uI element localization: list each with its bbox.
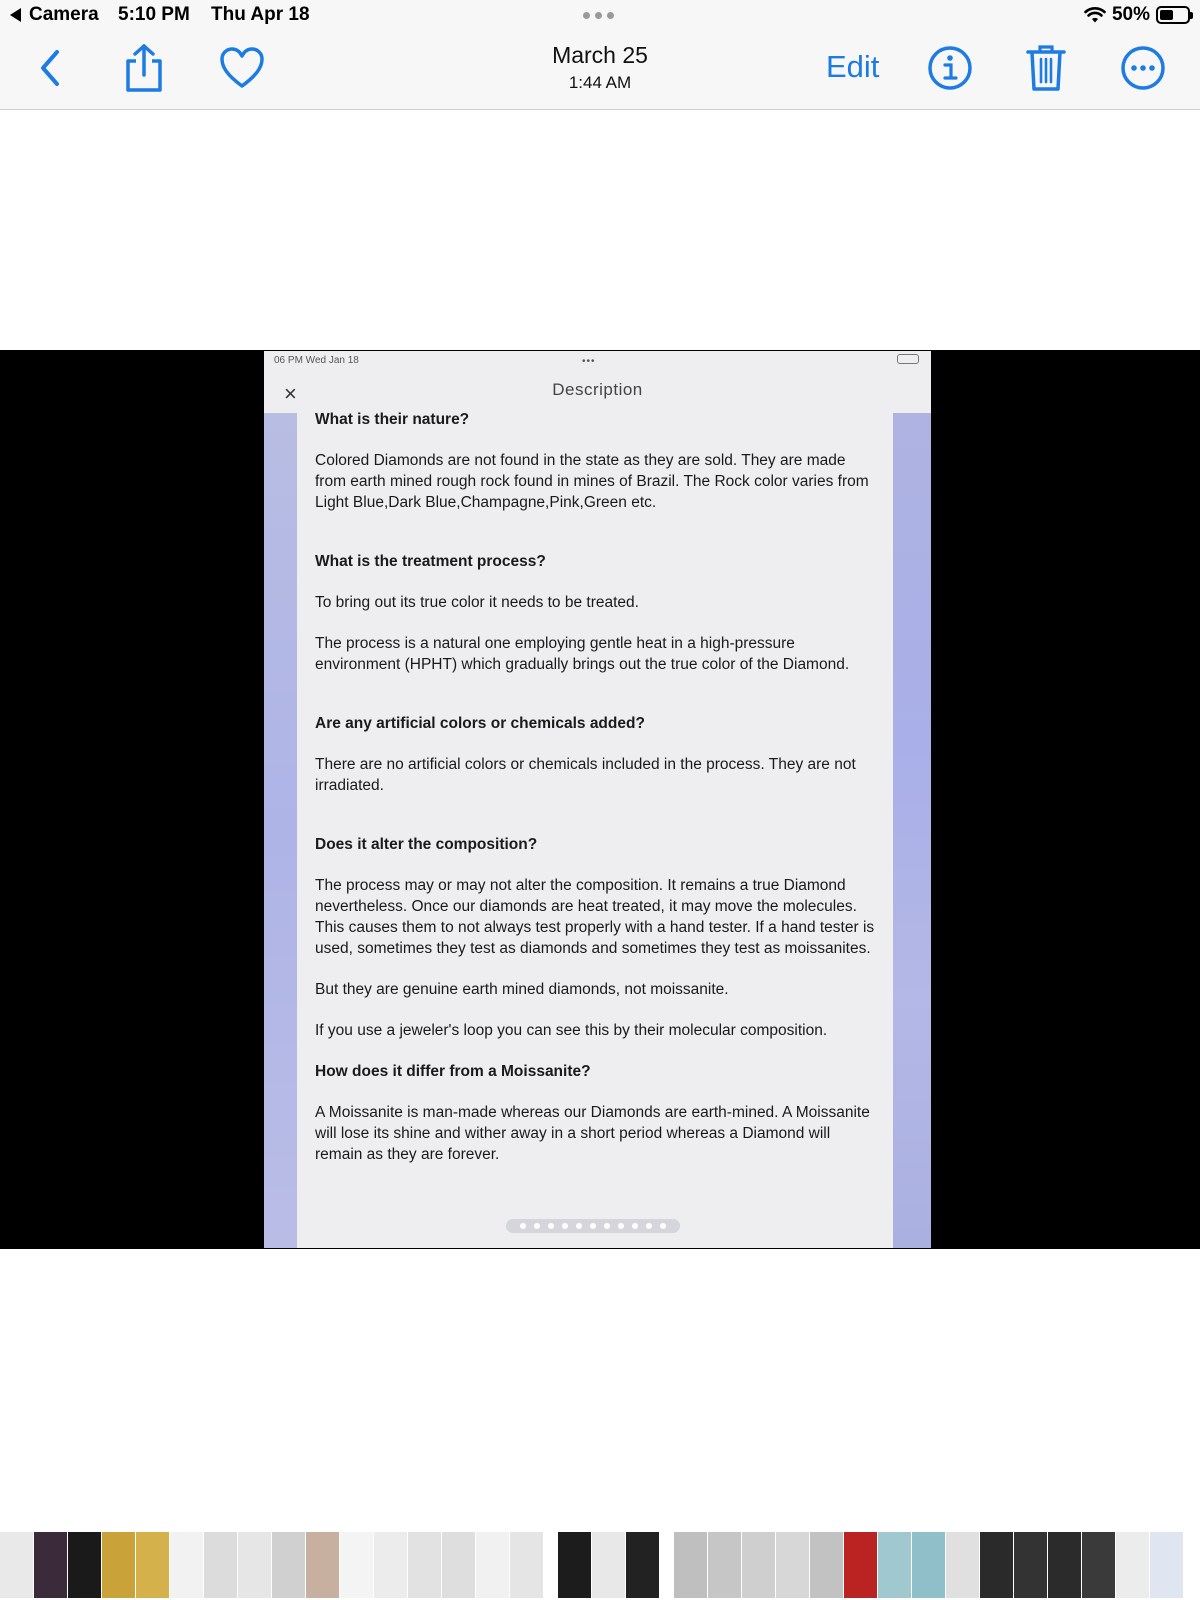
page-dot	[548, 1223, 554, 1229]
question-heading: Are any artificial colors or chemicals added?	[315, 715, 645, 732]
share-icon	[122, 43, 166, 93]
delete-button[interactable]	[1020, 42, 1072, 94]
thumbnail[interactable]	[340, 1532, 373, 1598]
page-dot	[590, 1223, 596, 1229]
thumbnail[interactable]	[1150, 1532, 1183, 1598]
thumbnail[interactable]	[442, 1532, 475, 1598]
thumbnail[interactable]	[912, 1532, 945, 1598]
thumbnail[interactable]	[1082, 1532, 1115, 1598]
thumbnail[interactable]	[776, 1532, 809, 1598]
page-dot	[632, 1223, 638, 1229]
status-right-group	[1084, 4, 1190, 26]
back-to-app-link[interactable]	[10, 4, 99, 26]
info-button[interactable]	[924, 42, 976, 94]
embedded-page-dots	[506, 1219, 680, 1233]
answer-text: There are no artificial colors or chemicals included in the process. They are not irradiated.	[315, 756, 856, 794]
embedded-status-bar	[264, 351, 931, 371]
answer-text: Colored Diamonds are not found in the state as they are sold. They are made from earth mined rough rock found in mines of Brazil. The Rock color varies from Light Blue,Dark Blue,Champagne,Pink,Green etc.	[315, 452, 869, 511]
thumbnail[interactable]	[844, 1532, 877, 1598]
thumbnail[interactable]	[878, 1532, 911, 1598]
status-time: 5:10 PM	[118, 4, 190, 25]
thumbnail[interactable]	[626, 1532, 659, 1598]
photo-viewer[interactable]	[0, 110, 1200, 1530]
embedded-battery-icon	[897, 354, 919, 364]
embedded-left-border	[264, 413, 297, 1248]
answer-text: To bring out its true color it needs to be treated.	[315, 594, 639, 611]
photo-image[interactable]	[264, 351, 931, 1248]
answer-text: But they are genuine earth mined diamonds, not moissanite.	[315, 981, 729, 998]
back-app-label: Camera	[29, 4, 99, 25]
thumbnail[interactable]	[558, 1532, 591, 1598]
thumbnail[interactable]	[34, 1532, 67, 1598]
status-bar	[0, 0, 1200, 32]
thumbnail[interactable]	[102, 1532, 135, 1598]
page-dot	[604, 1223, 610, 1229]
battery-percent: 50%	[1111, 4, 1150, 25]
thumbnail[interactable]	[408, 1532, 441, 1598]
answer-text: A Moissanite is man-made whereas our Diamonds are earth-mined. A Moissanite will lose its shine and wither away in a short period whereas a Diamond will remain as they are forever.	[315, 1104, 870, 1163]
thumbnail[interactable]	[708, 1532, 741, 1598]
thumbnail[interactable]	[476, 1532, 509, 1598]
thumbnail[interactable]	[306, 1532, 339, 1598]
multitasking-handle[interactable]	[583, 12, 614, 19]
embedded-close-icon: ×	[284, 381, 297, 406]
wifi-icon	[1084, 6, 1106, 24]
thumbnail[interactable]	[272, 1532, 305, 1598]
page-dot	[618, 1223, 624, 1229]
battery-icon	[1156, 6, 1190, 24]
thumbnail[interactable]	[674, 1532, 707, 1598]
edit-button[interactable]: Edit	[826, 49, 880, 84]
question-heading: What is their nature?	[315, 411, 470, 428]
more-icon	[1120, 45, 1166, 91]
page-dot	[660, 1223, 666, 1229]
question-heading: How does it differ from a Moissanite?	[315, 1063, 591, 1080]
info-icon	[927, 45, 973, 91]
thumbnail[interactable]	[374, 1532, 407, 1598]
back-triangle-icon	[10, 8, 21, 22]
page-dot	[646, 1223, 652, 1229]
thumbnail[interactable]	[1116, 1532, 1149, 1598]
share-button[interactable]	[118, 42, 170, 94]
question-heading: What is the treatment process?	[315, 553, 546, 570]
photo-title	[450, 42, 750, 93]
status-date: Thu Apr 18	[211, 4, 310, 25]
embedded-status-time: 06 PM Wed Jan 18	[274, 355, 359, 366]
answer-text: If you use a jeweler's loop you can see this by their molecular composition.	[315, 1022, 828, 1039]
thumbnail[interactable]	[238, 1532, 271, 1598]
page-dot	[534, 1223, 540, 1229]
thumbnail[interactable]	[946, 1532, 979, 1598]
embedded-description	[315, 409, 875, 1165]
thumbnail[interactable]	[0, 1532, 33, 1598]
answer-text: The process is a natural one employing gentle heat in a high-pressure environment (HPHT) which gradually brings out the true color of the Diamond.	[315, 635, 850, 673]
thumbnail[interactable]	[742, 1532, 775, 1598]
thumbnail[interactable]	[510, 1532, 543, 1598]
favorite-button[interactable]	[216, 42, 268, 94]
back-button[interactable]	[24, 42, 76, 94]
page-dot	[562, 1223, 568, 1229]
thumbnail[interactable]	[170, 1532, 203, 1598]
thumbnail[interactable]	[1014, 1532, 1047, 1598]
thumbnail-strip[interactable]	[0, 1530, 1200, 1600]
chevron-left-icon	[35, 48, 65, 88]
heart-icon	[219, 47, 265, 89]
answer-text: The process may or may not alter the composition. It remains a true Diamond nevertheless. Once our diamonds are heat treated, it may move the molecules. This causes them to not always test properly with a hand tester. If a hand tester is used, sometimes they test as diamonds and sometimes they test as moissanites.	[315, 877, 875, 957]
thumbnail[interactable]	[592, 1532, 625, 1598]
embedded-dots: •••	[582, 356, 596, 367]
question-heading: Does it alter the composition?	[315, 836, 538, 853]
thumbnail[interactable]	[68, 1532, 101, 1598]
thumbnail[interactable]	[810, 1532, 843, 1598]
page-dot	[520, 1223, 526, 1229]
thumbnail[interactable]	[204, 1532, 237, 1598]
embedded-right-border	[893, 413, 931, 1248]
photo-time: 1:44 AM	[568, 73, 632, 92]
more-button[interactable]	[1117, 42, 1169, 94]
trash-icon	[1025, 43, 1067, 93]
thumbnail[interactable]	[980, 1532, 1013, 1598]
photo-date: March 25	[552, 42, 648, 68]
page-dot	[576, 1223, 582, 1229]
embedded-title: Description	[552, 380, 643, 399]
thumbnail[interactable]	[1048, 1532, 1081, 1598]
photo-toolbar	[0, 32, 1200, 110]
thumbnail[interactable]	[136, 1532, 169, 1598]
